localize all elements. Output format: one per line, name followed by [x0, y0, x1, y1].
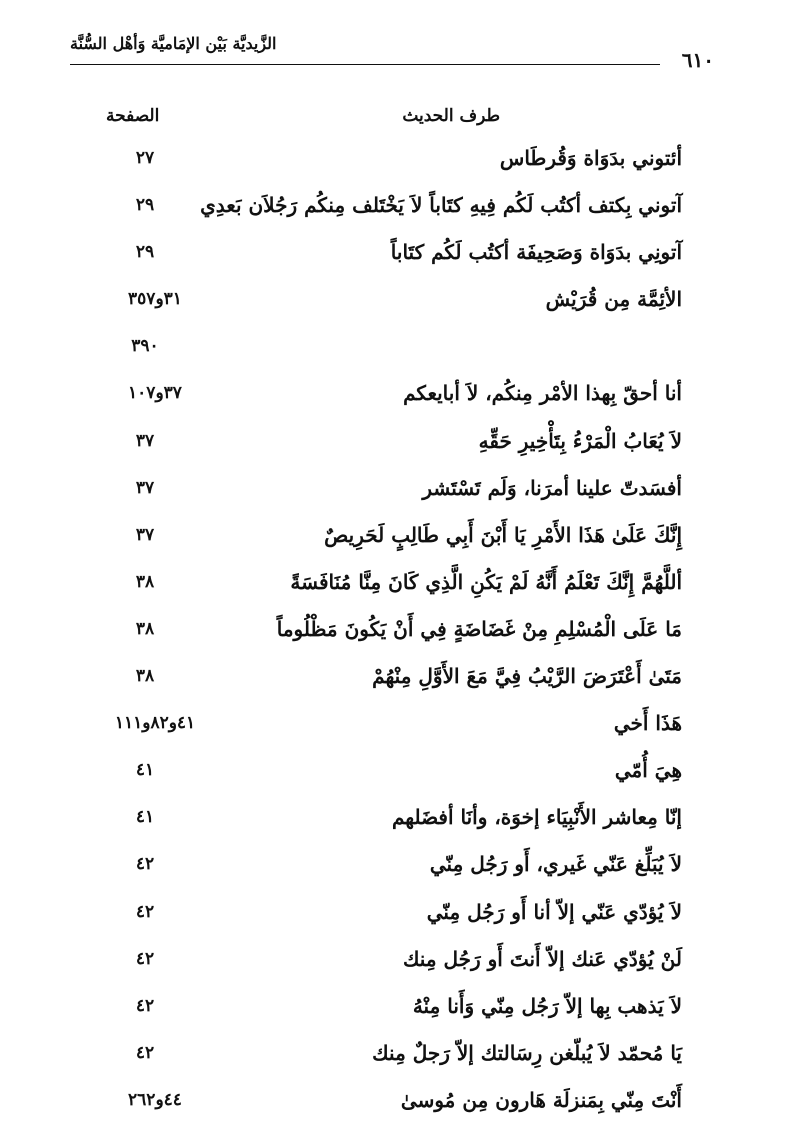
- running-title: الزَّيديَّة بَيْن الإمَاميَّة وَأهْل السُّنَّة: [70, 34, 277, 53]
- table-row: [0, 750, 800, 797]
- page-ref: ٣١و٣٥٧: [128, 289, 182, 310]
- table-row: [0, 939, 800, 986]
- page-ref: ٤٤و٢٦٢: [128, 1089, 182, 1110]
- page-ref: ٤١: [135, 807, 155, 828]
- page-ref: ٤٢: [135, 948, 155, 969]
- page-ref: ٤١: [135, 760, 155, 781]
- table-row: [0, 703, 800, 750]
- hadith-column-header: طرف الحديث: [402, 106, 500, 126]
- hadith-text: لاَ يُبَلِّغ عَنّي غَيري، أَو رَجُل مِنّي: [429, 852, 682, 877]
- hadith-text: لَنْ يُؤدّي عَنك إلاّ أَنتَ أَو رَجُل مِنك: [402, 946, 682, 971]
- table-row: [0, 185, 800, 232]
- table-row: [0, 656, 800, 703]
- table-row: [0, 1033, 800, 1080]
- page-ref: ٢٧: [135, 148, 155, 168]
- hadith-text: مَتَىٰ أَعْتَرَضَ الرَّيْبُ فِيَّ مَعَ الأَوَّلِ مِنْهُمْ: [372, 664, 682, 689]
- hadith-text: لاَ يُؤدّي عَنّي إلاّ أنا أَو رَجُل مِنّي: [426, 899, 682, 924]
- hadith-text: إنّا مِعاشر الأَنْبِيَاء إخوَة، وأنَا أفضَلهم: [391, 805, 682, 830]
- table-row: [0, 986, 800, 1033]
- hadith-text: آتوني بِكتف أكتُب لَكُم فِيهِ كتَاباً لاَ يَخْتَلف مِنكُم رَجُلاَن بَعدِي: [200, 193, 682, 218]
- page-ref: ٤٢: [135, 1042, 155, 1063]
- table-row: [0, 468, 800, 515]
- table-row: [0, 609, 800, 656]
- page-ref: ٣٨: [135, 618, 155, 639]
- hadith-text: مَا عَلَى الْمُسْلِمِ مِنْ غَضَاضَةٍ فِي أَنْ يَكُونَ مَظْلُوماً: [276, 616, 682, 641]
- page-column-header: الصفحة: [106, 106, 160, 126]
- page-ref: ٣٧و١٠٧: [128, 383, 182, 404]
- hadith-text: إِنَّكَ عَلَىٰ هَذَا الأَمْرِ يَا أَبْنَ أَبِي طَالِبٍ لَحَرِيصٌ: [324, 522, 682, 547]
- table-row: [0, 279, 800, 326]
- table-row: [0, 844, 800, 891]
- page-ref: ٤٢: [135, 854, 155, 875]
- hadith-text: لاَ يَذهب بِها إلاّ رَجُل مِنّي وَأَنا مِنْهُ: [412, 993, 682, 1018]
- page-number: ٦١٠: [681, 48, 714, 72]
- hadith-text: أَنْتَ مِنّي بِمَنزلَة هَارون مِن مُوسىٰ: [400, 1087, 682, 1112]
- page-ref: ٣٨: [135, 571, 155, 592]
- page-ref: ٣٩٠: [131, 336, 159, 357]
- page-ref: ٢٩: [135, 195, 155, 216]
- table-row: [0, 138, 800, 185]
- page-ref: ٢٩: [135, 242, 155, 263]
- page-ref: ٤٢: [135, 901, 155, 922]
- table-row: [0, 326, 800, 373]
- hadith-text: أللَّهُمَّ إِنَّكَ تَعْلَمُ أَنَّهُ لَمْ يَكُنِ الَّذِي كَانَ مِنَّا مُنَافَسَةً: [290, 569, 682, 594]
- hadith-text: أفسَدتّ علينا أمرَنا، وَلَم تَسْتَشر: [422, 475, 682, 500]
- table-row: [0, 232, 800, 279]
- hadith-text: يَا مُحمّد لاَ يُبلّغن رِسَالتك إلاّ رَجلٌ مِنك: [372, 1040, 682, 1065]
- page-ref: ٣٧: [135, 477, 155, 498]
- table-row: [0, 797, 800, 844]
- hadith-text: الأئِمَّة مِن قُرَيْش: [545, 287, 682, 312]
- page-header: [70, 28, 714, 70]
- hadith-index-table: [0, 138, 800, 1127]
- table-row: [0, 515, 800, 562]
- page-ref: ٣٧: [135, 430, 155, 451]
- hadith-text: أنا أحقّ بِهذا الأمْر مِنكُم، لاَ أبايعكم: [403, 381, 682, 406]
- header-rule: [70, 64, 660, 65]
- hadith-text: آتونِي بدَوَاة وَصَحِيفَة أكتُب لَكُم كتَاباً: [390, 240, 682, 265]
- table-row: [0, 892, 800, 939]
- table-row: [0, 373, 800, 420]
- table-row: [0, 1080, 800, 1127]
- page-ref: ٣٨: [135, 666, 155, 687]
- table-header-row: [0, 106, 800, 136]
- hadith-text: هِيَ أُمّي: [614, 758, 682, 783]
- table-row: [0, 421, 800, 468]
- table-row: [0, 562, 800, 609]
- page-ref: ٤٢: [135, 995, 155, 1016]
- hadith-text: أئتوني بدَوَاة وَقُرطَاس: [499, 146, 682, 170]
- page-ref: ٣٧: [135, 524, 155, 545]
- hadith-text: لاَ يُعَابُ الْمَرْءُ بِتَأْخِيرِ حَقِّهِ: [478, 428, 682, 453]
- page-ref: ٤١و٨٢و١١١: [114, 713, 196, 734]
- hadith-text: هَذَا أَخي: [613, 711, 682, 736]
